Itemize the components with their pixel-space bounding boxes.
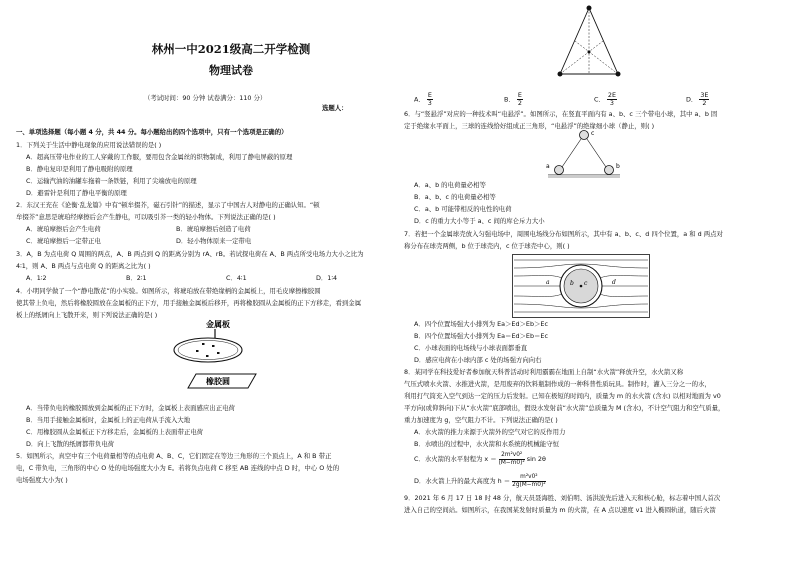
q2-option-a: A．琥珀摩擦后会产生电荷 — [26, 225, 101, 233]
q7-stem-line2: 称分布在球壳两侧，b 位于球壳内，c 位于球壳中心，则( ) — [404, 242, 570, 250]
q7-label-a: a — [546, 279, 550, 286]
q3-option-b: B．2∶1 — [126, 274, 147, 282]
q8-c-denominator: (M−m0)² — [498, 459, 525, 466]
q5-option-c-label: C． — [594, 95, 605, 104]
q4-stem-line2: 使其带上负电，然后将橡胶圆放在金属板的正下方，用手接触金属板后移开，再将橡胶圆从金属板的正下方移走，看到金属 — [16, 299, 362, 307]
q1-stem: 1．下列关于生活中静电现象的应用说法错误的是( ) — [16, 141, 162, 149]
q5-b-numerator: E — [517, 91, 522, 99]
q4-option-a: A．当带负电的橡胶圆放到金属板的正下方时，金属板上表面感应出正电荷 — [26, 404, 235, 412]
q4-figure — [156, 318, 276, 396]
q8-option-d — [414, 474, 546, 488]
q7-option-c: C．小球表面的电场线与小球表面都垂直 — [414, 344, 528, 352]
q5-a-numerator: E — [427, 91, 432, 99]
q6-option-a: A．a、b 的电荷量必相等 — [414, 181, 486, 189]
q4-stem-line1: 4．小明同学做了一个“静电散花”的小实验。如图所示，将琥珀放在带绝缘柄的金属板上，用毛皮摩擦橡胶圆 — [16, 287, 321, 295]
q5-stem-line1: 5．如图所示，真空中有三个电荷量相等的点电荷 A、B、C，它们固定在等边三角形的三个顶点上，A 和 B 带正 — [16, 452, 332, 460]
q9-stem-line1: 9．2021 年 6 月 17 日 18 时 48 分，航天员聂海胜、刘伯明、汤洪波先后进入天和核心舱，标志着中国人首次 — [404, 494, 721, 502]
q1-option-b: B．静电复印是利用了静电吸附的原理 — [26, 165, 133, 173]
q5-c-denominator: 3 — [609, 99, 614, 108]
q5-d-numerator: 3E — [700, 91, 709, 99]
q6-option-c: C．a、b 可能带相反的电性的电荷 — [414, 205, 512, 213]
q8-stem-line3: 利用打气筒充入空气到达一定的压力后发射。已知在极短的时间内，质量为 m 的水火箭 (含水) 以相对地面为 v0 — [404, 392, 721, 400]
q8-stem-line4: 平方向(或仰斜向)下从“水火箭”底部喷出，假设水发射前“水火箭”总质量为 M (含水)，不计空气阻力和空气质量， — [404, 404, 725, 412]
q8-c-numerator: 2m²v0² — [499, 452, 525, 460]
q8-c-tail: sin 2θ — [526, 455, 546, 464]
q7-label-c: c — [584, 280, 588, 287]
q5-option-c — [594, 92, 617, 107]
q6-stem-line2: 定于绝缘水平面上，三球的连线恰好组成正三角形，“电悬浮”的绝缘细小球（静止，则( ) — [404, 122, 655, 130]
q6-stem-line1: 6．与“竖悬浮”对应的一种技术叫“电悬浮”。如图所示，在竖直平面内有 a、b、c 三个带电小球，其中 a、b 固 — [404, 110, 718, 118]
q5-d-denominator: 2 — [702, 99, 707, 108]
q5-option-a-label: A． — [414, 95, 425, 104]
name-label: 选题人： — [322, 104, 348, 112]
right-column — [404, 0, 784, 562]
q3-option-c: C．4∶1 — [226, 274, 247, 282]
q4-stem-line3: 板上的纸屑向上飞散开来，则下列说法正确的是( ) — [16, 311, 158, 319]
q5-option-b-label: B． — [504, 95, 515, 104]
q6-figure — [544, 128, 624, 182]
q3-option-a: A．1∶2 — [26, 274, 47, 282]
q7-option-d: D．感应电荷在小球内部 c 处的场强方向向右 — [414, 356, 542, 364]
q2-option-b: B．琥珀摩擦后创造了电荷 — [176, 225, 251, 233]
q8-option-b: B．水喷出的过程中，水火箭和水系统的机械能守恒 — [414, 440, 559, 448]
q5-stem-line3: 电场强度大小为( ) — [16, 476, 68, 484]
q4-option-d: D．向上飞散的纸屑都带负电荷 — [26, 440, 114, 448]
q5-a-denominator: 3 — [427, 99, 432, 108]
exam-title: 林州一中2021级高二开学检测 — [151, 42, 311, 56]
q2-stem-line2: 牟掇芥”意思是琥珀经摩擦后会产生静电，可以吸引芥一类的轻小物体。下列说法正确的是( ) — [16, 213, 276, 221]
q8-option-c-label: C．水火箭的水平射程为 x ＝ — [414, 455, 497, 464]
q5-triangle-figure — [554, 2, 624, 82]
q5-option-b — [504, 92, 523, 107]
q7-label-d: d — [612, 279, 616, 286]
q9-stem-line2: 进入自己的空间站。如图所示，在我国某发射时质量为 m 的火箭，在 A 点以速度 v1 进入椭圆轨道，随后火箭 — [404, 506, 716, 514]
metal-plate-shape — [174, 338, 242, 362]
q6-label-a: a — [546, 163, 550, 170]
q8-stem-line2: 气压式喷水火箭、水推进火箭，是用废弃的饮料瓶制作成的一种科普性质玩具。制作时，灌入三分之一的水， — [404, 380, 711, 388]
q7-option-a: A．四个位置场强大小排列为 Ea＞Ed＞Eb＞Ec — [414, 320, 548, 328]
q6-label-b: b — [616, 163, 620, 170]
section-heading: 一、单项选择题（每小题 4 分，共 44 分。每小题给出的四个选项中，只有一个选项是正确的） — [16, 128, 288, 136]
q8-option-d-label: D．水火箭上升的最大高度为 h ＝ — [414, 477, 511, 486]
q2-stem-line1: 2．东汉王充在《论衡·乱龙篇》中有“顿牟掇芥，磁石引针”的描述，显示了中国古人对静电的正确认知。“顿 — [16, 201, 320, 209]
q5-c-numerator: 2E — [607, 91, 617, 99]
q4-option-b: B．当用手接触金属板时，金属板上的正电荷从手流入大地 — [26, 416, 191, 424]
q3-stem-line1: 3．A，B 为点电荷 Q 周围的两点，A、B 两点到 Q 的距离分别为 rA、rB。若试探电荷在 A、B 两点所受电场力大小之比为 — [16, 250, 364, 258]
q8-option-c — [414, 452, 546, 466]
q5-option-a — [414, 92, 433, 107]
q6-option-d: D．c 的重力大小等于 a、c 间的库仑斥力大小 — [414, 217, 545, 225]
q7-stem-line1: 7．若把一个金属球壳放入匀强电场中，周围电场线分布如图所示，其中有 a、b、c、d 四个位置，a 和 d 两点对 — [404, 230, 723, 238]
q5-option-d — [686, 92, 709, 107]
q5-b-denominator: 2 — [517, 99, 522, 108]
q6-label-c: c — [591, 130, 595, 137]
q8-d-numerator: m²v0² — [512, 474, 545, 482]
q5-stem-line2: 电，C 带负电，三角形的中心 O 处的电场强度大小为 E。若将负点电荷 C 移至 AB 连线的中点 D 时，中心 O 处的 — [16, 464, 340, 472]
q3-option-d: D．1∶4 — [316, 274, 338, 282]
exam-subtitle: 物理试卷 — [209, 64, 253, 77]
q5-option-d-label: D． — [686, 95, 698, 104]
q2-option-d: D．轻小物体原来一定带电 — [176, 237, 252, 245]
q1-option-c: C．运输汽油的油罐车拖着一条铁链，利用了尖端放电的原理 — [26, 177, 197, 185]
q8-stem-line1: 8．某同学在科技爱好者参加航天科普活动时利用霸霸在地面上自制“水火箭”释放升空，水火箭又称 — [404, 368, 684, 376]
q7-option-b: B．四个位置场强大小排列为 Ea＝Ed＞Eb＝Ec — [414, 332, 548, 340]
q6-option-b: B．a、b、c 的电荷量必相等 — [414, 193, 496, 201]
q1-option-a: A．超高压带电作业的工人穿戴的工作服，要用包含金属丝的织物制成，利用了静电屏蔽的原理 — [26, 153, 293, 161]
q3-stem-line2: 4∶1，则 A、B 两点与点电荷 Q 的距离之比为( ) — [16, 262, 151, 270]
q8-option-a: A．水火箭的推力来源于火箭外的空气对它的反作用力 — [414, 428, 566, 436]
q7-label-b: b — [570, 280, 574, 287]
q1-option-d: D．避雷针是利用了静电平衡的原理 — [26, 189, 127, 197]
q2-option-c: C．琥珀摩擦后一定带正电 — [26, 237, 101, 245]
q4-figure-plate-label: 金属板 — [206, 320, 230, 329]
q7-field-figure — [512, 254, 650, 318]
q8-d-denominator: 2g(M−m0)² — [512, 481, 546, 488]
q8-stem-line5: 重力加速度为 g，空气阻力不计。下列说法正确的是( ) — [404, 416, 558, 424]
q4-option-c: C．用橡胶圆从金属板正下方移走后，金属板的上表面带正电荷 — [26, 428, 204, 436]
left-column — [16, 0, 396, 562]
exam-meta: （考试时间：90 分钟 试卷满分：110 分） — [144, 94, 267, 102]
q4-figure-rubber-label: 橡胶圆 — [206, 377, 230, 386]
